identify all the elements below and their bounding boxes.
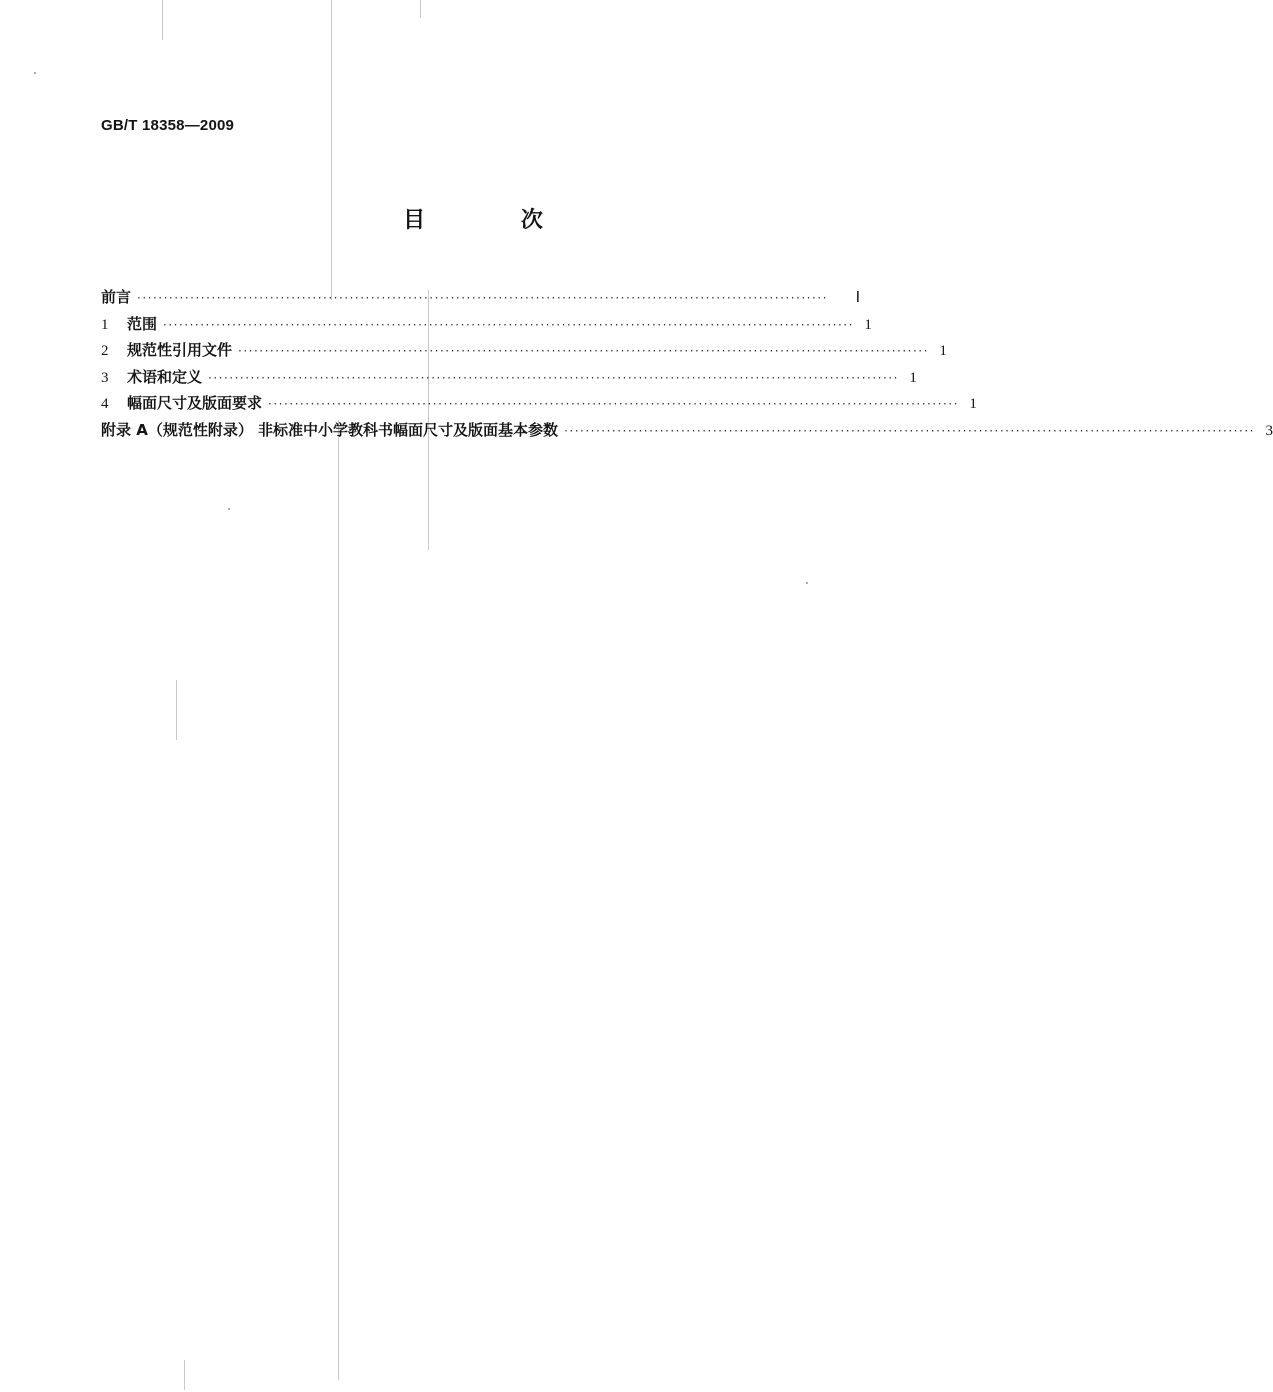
toc-leader-dots: ·································································································································· xyxy=(268,397,959,411)
toc-entry[interactable] xyxy=(101,286,860,313)
toc-leader-dots: ·································································································································· xyxy=(208,370,899,385)
toc-entry-page: Ⅰ xyxy=(855,290,860,306)
scan-artifact xyxy=(420,0,421,18)
scan-artifact xyxy=(338,420,339,1380)
toc-entry-label: 幅面尺寸及版面要求 xyxy=(127,394,263,412)
scan-artifact xyxy=(806,582,808,584)
scan-artifact xyxy=(331,0,332,300)
standard-number: GB/T 18358—2009 xyxy=(101,117,235,134)
toc-entry[interactable] xyxy=(101,419,1273,446)
scan-artifact xyxy=(228,508,230,510)
toc-entry[interactable] xyxy=(101,313,872,340)
toc-entry[interactable] xyxy=(101,392,977,419)
scan-artifact xyxy=(162,0,163,40)
table-of-contents xyxy=(101,286,1273,445)
toc-leader-dots: ·································································································································· xyxy=(238,344,929,358)
toc-entry[interactable] xyxy=(101,339,947,366)
toc-entry-page: 1 xyxy=(909,369,917,386)
toc-entry-label: 前言 xyxy=(101,288,132,306)
toc-leader-dots: ·································································································································· xyxy=(137,291,828,305)
toc-entry-label: 规范性引用文件 xyxy=(127,341,233,359)
toc-entry-label: 范围 xyxy=(127,314,158,333)
toc-entry-page: 1 xyxy=(939,343,947,359)
toc-entry[interactable] xyxy=(101,366,917,393)
toc-entry-page: 3 xyxy=(1265,422,1273,439)
toc-entry-number: 1 xyxy=(101,316,109,333)
toc-entry-label: 术语和定义 xyxy=(127,367,203,386)
scan-artifact xyxy=(34,72,36,74)
toc-entry-number: 4 xyxy=(101,396,109,412)
toc-entry-page: 1 xyxy=(969,396,977,412)
toc-entry-number: 3 xyxy=(101,369,109,386)
toc-entry-page: 1 xyxy=(864,316,872,333)
toc-leader-dots: ·································································································································· xyxy=(163,317,854,332)
toc-leader-dots: ·································································································································· xyxy=(564,423,1255,438)
scan-artifact xyxy=(184,1360,185,1390)
toc-entry-number: 2 xyxy=(101,343,109,359)
scan-artifact xyxy=(176,680,177,740)
page-title: 目 次 xyxy=(403,208,587,233)
toc-entry-label: 附录 A（规范性附录） 非标准中小学教科书幅面尺寸及版面基本参数 xyxy=(101,420,559,439)
